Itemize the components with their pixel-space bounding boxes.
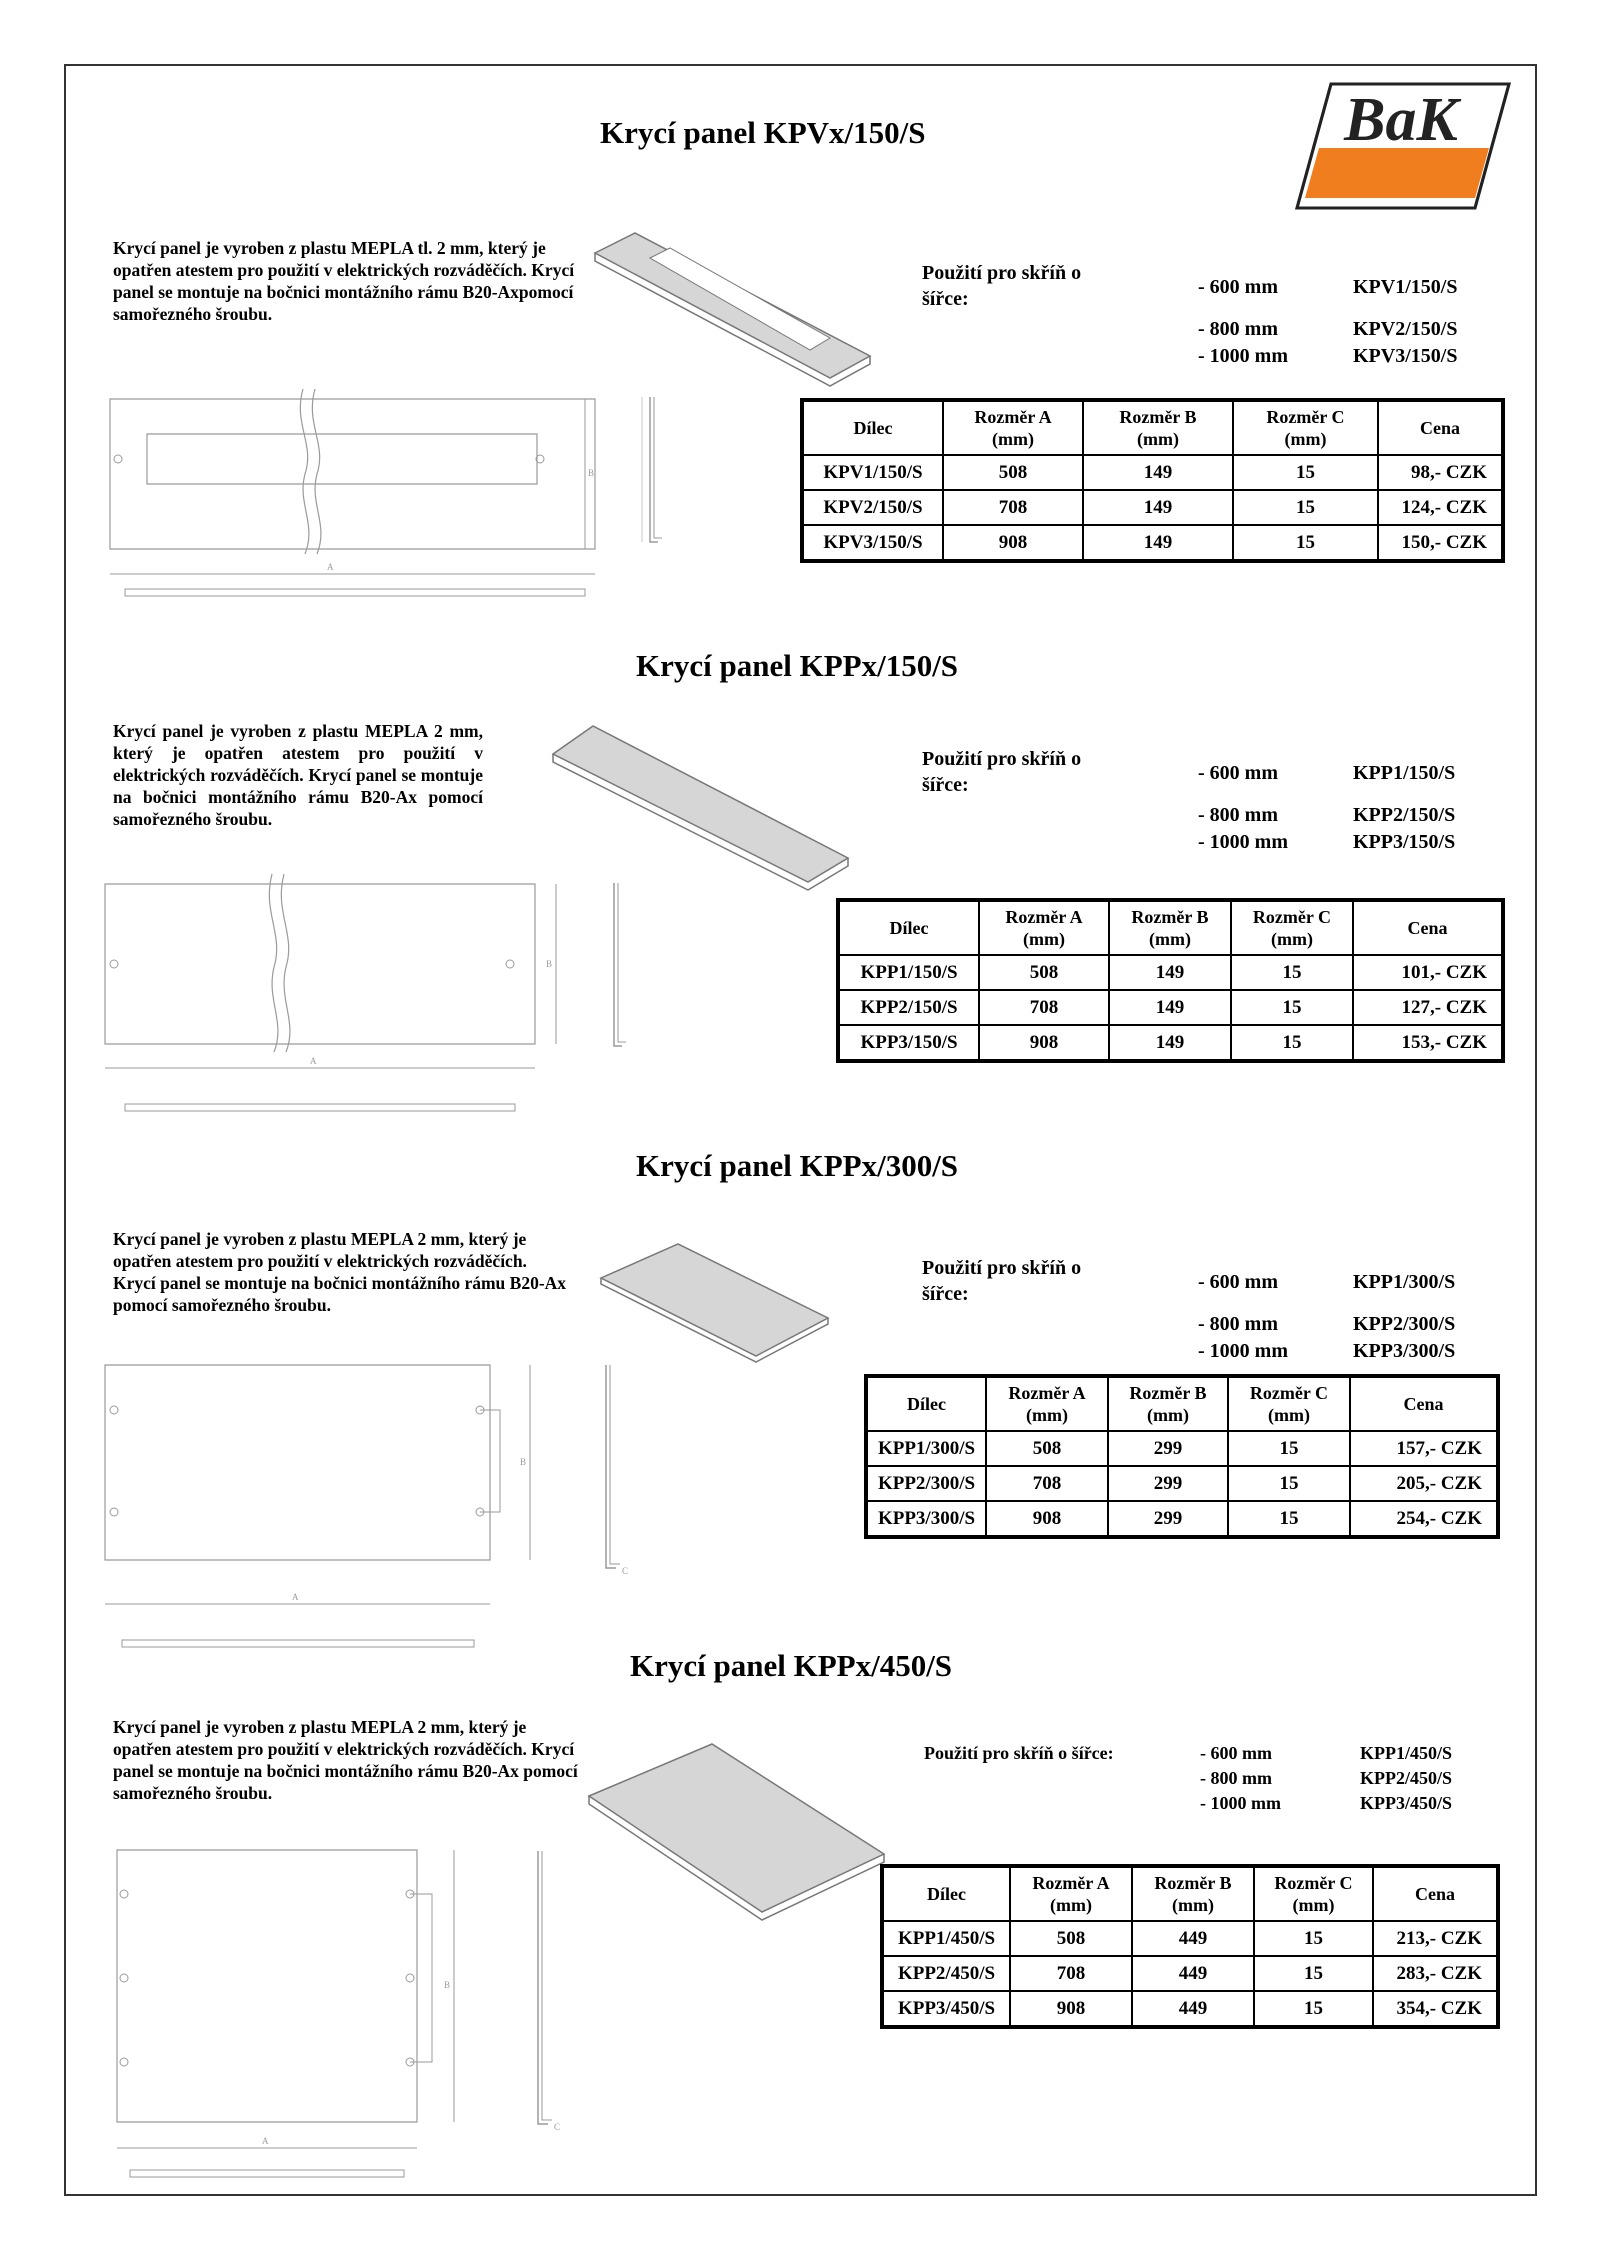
section-description: Krycí panel je vyroben z plastu MEPLA 2 mm, který je opatřen atestem pro použití v elektrických rozváděčích. Krycí panel se montuje na bočnici montážního rámu B20-Ax pomocí samořezného šroubu. — [113, 721, 483, 829]
side-view-drawing — [638, 392, 670, 552]
side-view-drawing — [594, 1360, 634, 1580]
usage-width: - 600 mm — [1200, 1743, 1272, 1763]
dim-label-c: C — [554, 2122, 561, 2132]
header-dim-a: Rozměr A (mm) — [986, 1376, 1108, 1431]
usage-code: KPP2/150/S — [1353, 804, 1456, 826]
logo-text: BaK — [1344, 86, 1458, 154]
front-view-drawing — [100, 872, 570, 1122]
spec-table — [800, 398, 1505, 563]
usage-code: KPV3/150/S — [1353, 345, 1458, 367]
usage-width: - 1000 mm — [1198, 831, 1288, 853]
header-dim-b: Rozměr B (mm) — [1109, 900, 1231, 955]
usage-width: - 800 mm — [1198, 804, 1278, 826]
usage-label: Použití pro skříň o šířce: — [922, 748, 1082, 796]
usage-code: KPV2/150/S — [1353, 318, 1458, 340]
dim-label-a: A — [292, 1592, 299, 1602]
usage-width: - 800 mm — [1198, 318, 1278, 340]
usage-code: KPP1/450/S — [1360, 1743, 1453, 1763]
usage-width: - 600 mm — [1198, 762, 1278, 784]
usage-width: - 800 mm — [1200, 1768, 1272, 1788]
dim-label-b: B — [546, 959, 553, 969]
header-part: Dílec — [802, 400, 943, 455]
section-title: Krycí panel KPPx/300/S — [636, 1148, 959, 1183]
usage-code: KPV1/150/S — [1353, 276, 1458, 298]
spec-table — [864, 1374, 1500, 1539]
dim-label-a: A — [262, 2136, 269, 2146]
section-description: Krycí panel je vyroben z plastu MEPLA 2 mm, který je opatřen atestem pro použití v elektrických rozváděčích. Krycí panel se montuje na bočnici montážního rámu B20-Ax pomocí samořezného šroubu. — [113, 1717, 578, 1803]
header-dim-c: Rozměr C (mm) — [1254, 1866, 1373, 1921]
header-price: Cena — [1378, 400, 1503, 455]
table-row: KPP2/150/S 708 149 15 127,- CZK — [838, 990, 1503, 1025]
header-dim-b: Rozměr B (mm) — [1132, 1866, 1254, 1921]
front-view-drawing — [105, 384, 605, 616]
table-row: KPP3/300/S 908 299 15 254,- CZK — [866, 1501, 1498, 1537]
panel-3d-illustration — [584, 1736, 894, 1936]
usage-width: - 600 mm — [1198, 1271, 1278, 1293]
header-part: Dílec — [866, 1376, 986, 1431]
front-view-drawing — [100, 1360, 540, 1662]
table-row: KPP1/450/S 508 449 15 213,- CZK — [882, 1921, 1498, 1956]
header-dim-b: Rozměr B (mm) — [1108, 1376, 1228, 1431]
header-dim-c: Rozměr C (mm) — [1233, 400, 1378, 455]
table-row: KPV2/150/S 708 149 15 124,- CZK — [802, 490, 1503, 525]
usage-code: KPP3/450/S — [1360, 1793, 1453, 1813]
header-price: Cena — [1353, 900, 1503, 955]
usage-width: - 1000 mm — [1198, 345, 1288, 367]
bak-logo — [1283, 80, 1513, 213]
section-title: Krycí panel KPPx/450/S — [630, 1648, 953, 1683]
header-dim-b: Rozměr B (mm) — [1083, 400, 1233, 455]
dim-label-c: C — [622, 1566, 629, 1576]
header-dim-a: Rozměr A (mm) — [943, 400, 1083, 455]
usage-code: KPP1/300/S — [1353, 1271, 1456, 1293]
usage-code: KPP2/300/S — [1353, 1313, 1456, 1335]
panel-3d-illustration — [548, 712, 858, 892]
panel-3d-illustration — [590, 228, 880, 388]
dim-label-b: B — [520, 1457, 527, 1467]
table-row: KPP1/300/S 508 299 15 157,- CZK — [866, 1431, 1498, 1466]
usage-label: Použití pro skříň o šířce: — [922, 1257, 1082, 1305]
usage-code: KPP3/300/S — [1353, 1340, 1456, 1362]
section-title: Krycí panel KPVx/150/S — [600, 115, 926, 150]
dim-label-b: B — [444, 1980, 451, 1990]
usage-width: - 1000 mm — [1200, 1793, 1281, 1813]
usage-code: KPP2/450/S — [1360, 1768, 1453, 1788]
spec-table — [880, 1864, 1500, 2029]
section-description: Krycí panel je vyroben z plastu MEPLA 2 mm, který je opatřen atestem pro použití v elektrických rozváděčích. Krycí panel se montuje na bočnici montážního rámu B20-Ax pomocí samořezného šroubu. — [113, 1229, 567, 1315]
header-dim-a: Rozměr A (mm) — [1010, 1866, 1132, 1921]
usage-label: Použití pro skříň o šířce: — [924, 1743, 1114, 1763]
spec-table — [836, 898, 1505, 1063]
usage-width: - 1000 mm — [1198, 1340, 1288, 1362]
dim-label-a: A — [310, 1056, 317, 1066]
header-price: Cena — [1350, 1376, 1498, 1431]
usage-width: - 600 mm — [1198, 276, 1278, 298]
section-title: Krycí panel KPPx/150/S — [636, 648, 959, 683]
table-row: KPP2/300/S 708 299 15 205,- CZK — [866, 1466, 1498, 1501]
header-dim-c: Rozměr C (mm) — [1231, 900, 1353, 955]
usage-label: Použití pro skříň o šířce: — [922, 262, 1082, 310]
side-view-drawing — [526, 1846, 566, 2136]
table-row: KPP2/450/S 708 449 15 283,- CZK — [882, 1956, 1498, 1991]
section-description: Krycí panel je vyroben z plastu MEPLA tl. 2 mm, který je opatřen atestem pro použití v elektrických rozváděčích. Krycí panel se montuje na bočnici montážního rámu B20-Axpomocí samořezného šroubu. — [113, 238, 575, 324]
table-row: KPV1/150/S 508 149 15 98,- CZK — [802, 455, 1503, 490]
usage-width: - 800 mm — [1198, 1313, 1278, 1335]
dim-label-b: B — [588, 468, 595, 478]
table-row: KPP3/150/S 908 149 15 153,- CZK — [838, 1025, 1503, 1061]
table-row: KPP3/450/S 908 449 15 354,- CZK — [882, 1991, 1498, 2027]
table-row: KPV3/150/S 908 149 15 150,- CZK — [802, 525, 1503, 561]
header-price: Cena — [1373, 1866, 1498, 1921]
usage-code: KPP1/150/S — [1353, 762, 1456, 784]
header-part: Dílec — [882, 1866, 1010, 1921]
header-part: Dílec — [838, 900, 979, 955]
side-view-drawing — [602, 878, 634, 1058]
dim-label-a: A — [327, 562, 334, 572]
usage-code: KPP3/150/S — [1353, 831, 1456, 853]
panel-3d-illustration — [596, 1238, 836, 1368]
front-view-drawing — [112, 1840, 472, 2188]
table-row: KPP1/150/S 508 149 15 101,- CZK — [838, 955, 1503, 990]
header-dim-a: Rozměr A (mm) — [979, 900, 1109, 955]
header-dim-c: Rozměr C (mm) — [1228, 1376, 1350, 1431]
